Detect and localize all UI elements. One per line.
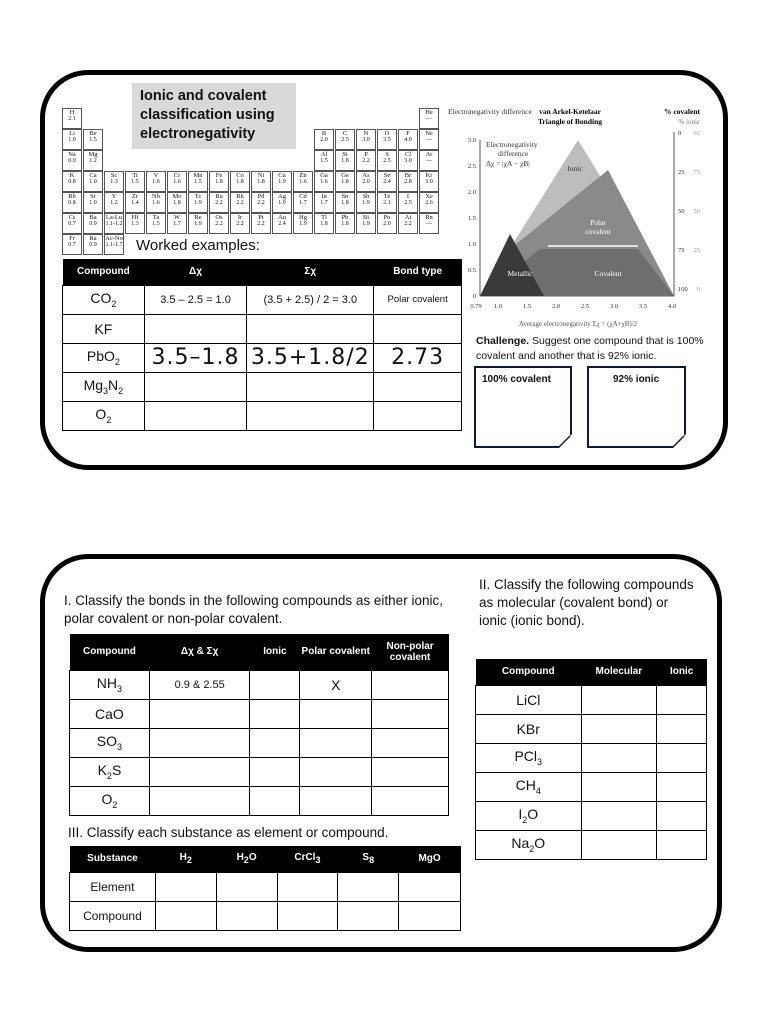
bond-type-cell[interactable]: [374, 401, 462, 430]
compound-cell: CaO: [70, 699, 150, 728]
compound-cell: $Mg_3N_2$: [63, 372, 145, 401]
col-s8: $S_8$: [338, 846, 399, 872]
ionic-cell[interactable]: [657, 772, 707, 801]
element-cs: Cs 0.7: [62, 213, 82, 234]
element-ga: Ga 1.6: [314, 171, 334, 192]
x-tick-label: 3.0: [609, 303, 619, 310]
region-label-metallic: Metallic: [507, 269, 533, 278]
right-tick-ionic: 50: [693, 208, 700, 215]
element-fe: Fe 1.8: [209, 171, 229, 192]
col-h2o: $H_2O$: [216, 846, 277, 872]
non-polar-cell[interactable]: [372, 728, 449, 757]
element-be: Be 1.5: [83, 129, 103, 150]
chi-cell[interactable]: 0.9 & 2.55: [149, 670, 250, 699]
delta-chi-cell[interactable]: 3.5 – 2.5 = 1.0: [144, 285, 247, 314]
compound-cell: PbO$_2$: [63, 343, 145, 372]
element-k: K 0.8: [62, 171, 82, 192]
triangle-title-1: van Arkel-Ketelaar: [539, 107, 601, 116]
element-sr: Sr 1.0: [83, 192, 103, 213]
worked-examples-label: Worked examples:: [136, 237, 260, 254]
element-ar: Ar —: [419, 150, 439, 171]
non-polar-cell[interactable]: [372, 699, 449, 728]
element-sn: Sn 1.8: [335, 192, 355, 213]
worked-examples-table: [62, 259, 462, 431]
col-compound: Compound: [63, 259, 145, 285]
col-polar-covalent: Polar covalent: [300, 634, 372, 670]
element-re: Re 1.9: [188, 213, 208, 234]
element-in: In 1.7: [314, 192, 334, 213]
answer-cell[interactable]: [338, 872, 399, 901]
delta-chi-cell[interactable]: 3.5–1.8: [144, 343, 247, 372]
right-tick-covalent: 25: [678, 169, 685, 176]
col-sum-chi: Σχ: [247, 259, 374, 285]
delta-chi-cell[interactable]: [144, 401, 247, 430]
compound-cell: $K_2S$: [70, 757, 150, 786]
element-v: V 1.6: [146, 171, 166, 192]
molecular-cell[interactable]: [581, 685, 657, 714]
element-at: At 2.2: [398, 213, 418, 234]
compound-cell: $CH_4$: [476, 772, 582, 801]
element-cr: Cr 1.6: [167, 171, 187, 192]
element-ba: Ba 0.9: [83, 213, 103, 234]
y-tick-label: 1.0: [467, 241, 476, 248]
question-1: I. Classify the bonds in the following compounds as either ionic, polar covalent or non-polar covalent.: [64, 593, 443, 626]
answer-cell[interactable]: [399, 872, 461, 901]
answer-cell[interactable]: [155, 901, 216, 930]
x-tick-label: 0.79: [470, 303, 482, 310]
col-bond-type: Bond type: [374, 259, 462, 285]
col-h2: $H_2$: [155, 846, 216, 872]
challenge-text: Challenge. Suggest one compound that is 100% covalent and another that is 92% ionic.: [476, 335, 704, 362]
chi-cell[interactable]: [149, 699, 250, 728]
sum-chi-cell[interactable]: [247, 401, 374, 430]
element-os: Os 2.2: [209, 213, 229, 234]
compound-cell: $SO_3$: [70, 728, 150, 757]
region-label-covalent: Covalent: [594, 269, 622, 278]
right-tick-covalent: 0: [678, 130, 682, 137]
element-la-lu: La-Lu 1.1-1.2: [104, 213, 124, 234]
right-tick-covalent: 75: [678, 247, 685, 254]
compound-cell: $O_2$: [63, 401, 145, 430]
element-zr: Zr 1.4: [125, 192, 145, 213]
element-as: As 2.0: [356, 171, 376, 192]
ionic-cell[interactable]: [657, 801, 707, 830]
right-tick-covalent: 100: [678, 286, 688, 293]
sum-chi-cell[interactable]: [247, 372, 374, 401]
molecular-cell[interactable]: [581, 830, 657, 859]
polar-cell[interactable]: X: [300, 670, 372, 699]
element-ac-no: Ac-No 1.1-1.7: [104, 234, 124, 255]
sum-chi-cell[interactable]: (3.5 + 2.5) / 2 = 3.0: [247, 285, 374, 314]
compound-cell: $CO_2$: [63, 285, 145, 314]
element-s: S 2.5: [377, 150, 397, 171]
element-ra: Ra 0.9: [83, 234, 103, 255]
element-c: C 2.5: [335, 129, 355, 150]
polar-cell[interactable]: [300, 757, 372, 786]
element-hf: Hf 1.3: [125, 213, 145, 234]
note-100-covalent[interactable]: 100% covalent: [474, 366, 572, 448]
element-cd: Cd 1.7: [293, 192, 313, 213]
right-tick-ionic: 0: [696, 286, 700, 293]
chi-cell[interactable]: [149, 786, 250, 815]
compound-cell: PCl$_3$: [476, 743, 582, 772]
element-cl: Cl 3.0: [398, 150, 418, 171]
element-ti: Ti 1.5: [125, 171, 145, 192]
inner-label-2: difference: [498, 149, 529, 158]
element-li: Li 1.0: [62, 129, 82, 150]
element-tl: Tl 1.8: [314, 213, 334, 234]
answer-cell[interactable]: [399, 901, 461, 930]
col-substance: Substance: [70, 846, 156, 872]
element-na: Na 0.9: [62, 150, 82, 171]
col-crcl3: CrCl$_3$: [277, 846, 338, 872]
ionic-cell[interactable]: [657, 830, 707, 859]
element-pt: Pt 2.2: [251, 213, 271, 234]
element-n: N 3.0: [356, 129, 376, 150]
element-tc: Tc 1.9: [188, 192, 208, 213]
col-ionic: Ionic: [250, 634, 300, 670]
ionic-cell[interactable]: [250, 699, 300, 728]
molecular-cell[interactable]: [581, 743, 657, 772]
col-compound: Compound: [70, 634, 150, 670]
table-bond-classification: [69, 634, 449, 816]
element-br: Br 2.8: [398, 171, 418, 192]
element-hg: Hg 1.9: [293, 213, 313, 234]
ionic-cell[interactable]: [657, 714, 707, 743]
y-tick-label: 3.0: [467, 137, 476, 144]
element-sb: Sb 1.9: [356, 192, 376, 213]
element-po: Po 2.0: [377, 213, 397, 234]
inner-label-1: Electronegativity: [486, 140, 538, 149]
molecular-cell[interactable]: [581, 801, 657, 830]
triangle-title-2: Triangle of Bonding: [537, 117, 603, 126]
element-ne: Ne —: [419, 129, 439, 150]
answer-cell[interactable]: [216, 872, 277, 901]
compound-cell: LiCl: [476, 685, 582, 714]
element-rb: Rb 0.8: [62, 192, 82, 213]
element-sc: Sc 1.3: [104, 171, 124, 192]
element-ta: Ta 1.5: [146, 213, 166, 234]
element-ag: Ag 1.9: [272, 192, 292, 213]
col-delta-chi: Δχ: [144, 259, 247, 285]
right-tick-ionic: 75: [693, 169, 700, 176]
element-rh: Rh 2.2: [230, 192, 250, 213]
bonding-triangle: [448, 104, 710, 334]
y-tick-label: 0.5: [467, 267, 476, 274]
element-i: I 2.5: [398, 192, 418, 213]
bond-type-cell[interactable]: 2.73: [374, 343, 462, 372]
ionic-cell[interactable]: [250, 670, 300, 699]
row-label: Element: [70, 872, 156, 901]
element-f: F 4.0: [398, 129, 418, 150]
y-tick-label: 0: [472, 293, 476, 300]
compound-cell: $O_2$: [70, 786, 150, 815]
col-compound: Compound: [476, 659, 582, 685]
x-tick-label: 2.5: [580, 303, 590, 310]
sum-chi-cell[interactable]: [247, 314, 374, 343]
delta-chi-cell[interactable]: [144, 372, 247, 401]
molecular-cell[interactable]: [581, 772, 657, 801]
triangle-right-title-2: % ionic: [678, 118, 700, 126]
element-fr: Fr 0.7: [62, 234, 82, 255]
ionic-cell[interactable]: [250, 786, 300, 815]
triangle-right-title-1: % covalent: [663, 107, 700, 116]
right-tick-ionic: 92: [693, 130, 700, 137]
worksheet-title: Ionic and covalent classification using electronegativity: [132, 83, 296, 149]
element-pd: Pd 2.2: [251, 192, 271, 213]
element-ru: Ru 2.2: [209, 192, 229, 213]
element-au: Au 2.4: [272, 213, 292, 234]
col-mgo: MgO: [399, 846, 461, 872]
element-al: Al 1.5: [314, 150, 334, 171]
right-tick-covalent: 50: [678, 208, 685, 215]
element-y: Y 1.2: [104, 192, 124, 213]
element-pb: Pb 1.8: [335, 213, 355, 234]
molecular-cell[interactable]: [581, 714, 657, 743]
triangle-left-axis-title: Electronegativity difference: [448, 107, 532, 116]
delta-chi-cell[interactable]: [144, 314, 247, 343]
region-label-polar-2: covalent: [585, 227, 611, 236]
compound-cell: $NH_3$: [70, 670, 150, 699]
triangle-x-axis-title: Average electronegativity Σχ = (χA+χB)/2: [518, 320, 638, 328]
compound-cell: KF: [63, 314, 145, 343]
bond-type-cell[interactable]: [374, 372, 462, 401]
chi-cell[interactable]: [149, 728, 250, 757]
x-tick-label: 1.0: [493, 303, 503, 310]
element-ca: Ca 1.0: [83, 171, 103, 192]
element-ge: Ge 1.8: [335, 171, 355, 192]
element-ir: Ir 2.2: [230, 213, 250, 234]
non-polar-cell[interactable]: [372, 786, 449, 815]
question-2: II. Classify the following compounds as molecular (covalent bond) or ionic (ionic bond).: [479, 577, 694, 628]
polar-cell[interactable]: [300, 728, 372, 757]
compound-cell: KBr: [476, 714, 582, 743]
region-label-ionic: Ionic: [567, 164, 583, 173]
ionic-cell[interactable]: [657, 743, 707, 772]
y-tick-label: 1.5: [467, 215, 476, 222]
element-h: H 2.1: [62, 108, 82, 129]
col-ionic: Ionic: [657, 659, 707, 685]
element-mg: Mg 1.2: [83, 150, 103, 171]
answer-cell[interactable]: [277, 901, 338, 930]
ionic-cell[interactable]: [250, 757, 300, 786]
y-tick-label: 2.0: [467, 189, 476, 196]
answer-cell[interactable]: [338, 901, 399, 930]
element-mo: Mo 1.8: [167, 192, 187, 213]
x-tick-label: 1.5: [522, 303, 532, 310]
element-o: O 3.5: [377, 129, 397, 150]
element-co: Co 1.8: [230, 171, 250, 192]
non-polar-cell[interactable]: [372, 670, 449, 699]
element-xe: Xe 2.6: [419, 192, 439, 213]
element-rn: Rn —: [419, 213, 439, 234]
answer-cell[interactable]: [277, 872, 338, 901]
non-polar-cell[interactable]: [372, 757, 449, 786]
chi-cell[interactable]: [149, 757, 250, 786]
y-tick-label: 2.5: [467, 163, 476, 170]
element-zn: Zn 1.6: [293, 171, 313, 192]
x-tick-label: 3.5: [638, 303, 648, 310]
element-kr: Kr 3.0: [419, 171, 439, 192]
compound-cell: $Na_2O$: [476, 830, 582, 859]
element-w: W 1.7: [167, 213, 187, 234]
element-ni: Ni 1.8: [251, 171, 271, 192]
ionic-cell[interactable]: [250, 728, 300, 757]
sum-chi-cell[interactable]: 3.5+1.8/2: [247, 343, 374, 372]
note-92-ionic[interactable]: 92% ionic: [587, 366, 686, 448]
element-bi: Bi 1.9: [356, 213, 376, 234]
table-molecular-ionic: [475, 659, 707, 860]
ionic-cell[interactable]: [657, 685, 707, 714]
x-tick-label: 2.0: [551, 303, 561, 310]
element-si: Si 1.8: [335, 150, 355, 171]
element-he: He —: [419, 108, 439, 129]
element-cu: Cu 1.9: [272, 171, 292, 192]
col-delta-sum-chi: Δχ & Σχ: [149, 634, 250, 670]
element-p: P 2.2: [356, 150, 376, 171]
element-te: Te 2.1: [377, 192, 397, 213]
element-se: Se 2.4: [377, 171, 397, 192]
bond-type-cell[interactable]: Polar covalent: [374, 285, 462, 314]
compound-cell: $I_2O$: [476, 801, 582, 830]
inner-formula: Δχ = |χA − χB|: [486, 159, 530, 168]
col-non-polar-covalent: Non-polar covalent: [372, 634, 449, 670]
col-molecular: Molecular: [581, 659, 657, 685]
answer-cell[interactable]: [155, 872, 216, 901]
question-3: III. Classify each substance as element or compound.: [68, 825, 389, 840]
row-label: Compound: [70, 901, 156, 930]
table-element-compound: [69, 846, 461, 931]
element-nb: Nb 1.6: [146, 192, 166, 213]
right-tick-ionic: 25: [693, 247, 700, 254]
x-tick-label: 4.0: [667, 303, 677, 310]
answer-cell[interactable]: [216, 901, 277, 930]
element-b: B 2.0: [314, 129, 334, 150]
polar-cell[interactable]: [300, 699, 372, 728]
polar-cell[interactable]: [300, 786, 372, 815]
region-label-polar-1: Polar: [590, 218, 606, 227]
element-mn: Mn 1.5: [188, 171, 208, 192]
